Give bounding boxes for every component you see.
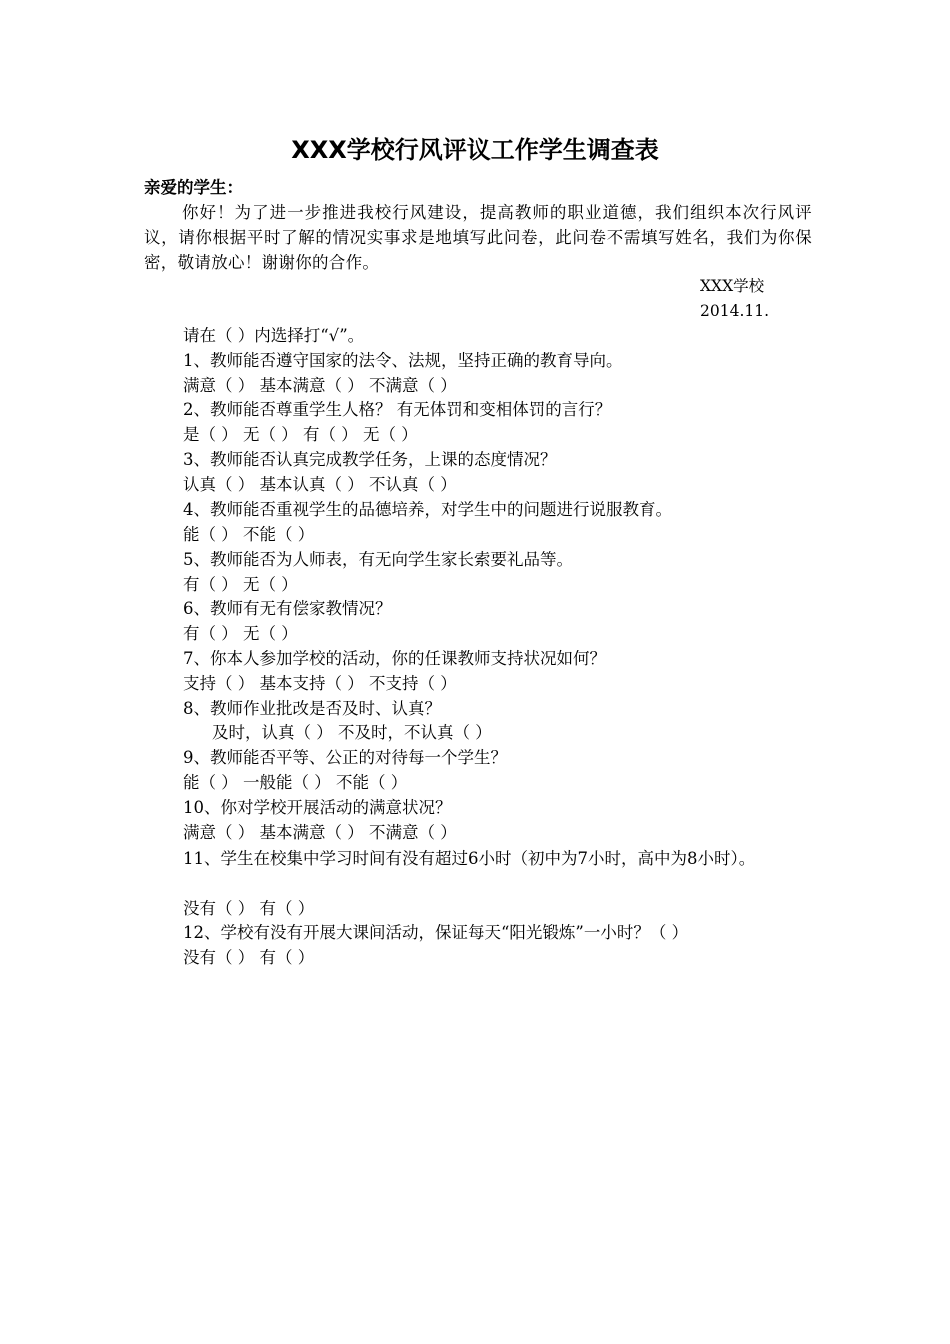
answer-options-5: 有（ ） 无（ ） <box>183 575 298 594</box>
answer-options-3: 认真（ ） 基本认真（ ） 不认真（ ） <box>183 475 457 494</box>
answer-options-2: 是（ ） 无（ ） 有（ ） 无（ ） <box>183 425 418 444</box>
answer-options-6: 有（ ） 无（ ） <box>183 624 298 643</box>
answer-options-7: 支持（ ） 基本支持（ ） 不支持（ ） <box>183 674 457 693</box>
question-3: 3、教师能否认真完成教学任务，上课的态度情况？ <box>183 450 557 469</box>
answer-options-4: 能（ ） 不能（ ） <box>183 525 315 544</box>
answer-options-1: 满意（ ） 基本满意（ ） 不满意（ ） <box>183 376 457 395</box>
question-1: 1、教师能否遵守国家的法令、法规，坚持正确的教育导向。 <box>183 351 623 370</box>
page-title: XXX学校行风评议工作学生调查表 <box>291 136 659 164</box>
answer-options-8: 及时，认真（ ） 不及时，不认真（ ） <box>212 723 492 742</box>
question-4: 4、教师能否重视学生的品德培养，对学生中的问题进行说服教育。 <box>183 500 672 519</box>
survey-date: 2014.11. <box>700 302 770 320</box>
instruction: 请在（ ）内选择打“√”。 <box>183 326 365 345</box>
question-8: 8、教师作业批改是否及时、认真？ <box>183 699 441 718</box>
answer-options-9: 能（ ） 一般能（ ） 不能（ ） <box>183 773 408 792</box>
question-10: 10、你对学校开展活动的满意状况？ <box>183 798 452 817</box>
school-signature: XXX学校 <box>700 277 765 295</box>
salutation: 亲爱的学生： <box>144 178 243 197</box>
question-9: 9、教师能否平等、公正的对待每一个学生？ <box>183 748 507 767</box>
question-5: 5、教师能否为人师表，有无向学生家长索要礼品等。 <box>183 550 573 569</box>
answer-options-10: 满意（ ） 基本满意（ ） 不满意（ ） <box>183 823 457 842</box>
question-2: 2、教师能否尊重学生人格？ 有无体罚和变相体罚的言行？ <box>183 400 612 419</box>
intro-paragraph: 你好！为了进一步推进我校行风建设，提高教师的职业道德，我们组织本次行风评议，请你根据平时了解的情况实事求是地填写此问卷，此问卷不需填写姓名，我们为你保密，敬请放心！谢谢你的合作。 <box>144 203 812 272</box>
question-7: 7、你本人参加学校的活动，你的任课教师支持状况如何？ <box>183 649 606 668</box>
answer-options-11: 没有（ ） 有（ ） <box>183 899 315 918</box>
answer-options-12: 没有（ ） 有（ ） <box>183 948 315 967</box>
question-12: 12、学校有没有开展大课间活动，保证每天“阳光锻炼”一小时？（ ） <box>183 923 689 942</box>
question-11: 11、学生在校集中学习时间有没有超过6小时（初中为7小时，高中为8小时）。 <box>183 849 756 868</box>
question-6: 6、教师有无有偿家教情况？ <box>183 599 392 618</box>
